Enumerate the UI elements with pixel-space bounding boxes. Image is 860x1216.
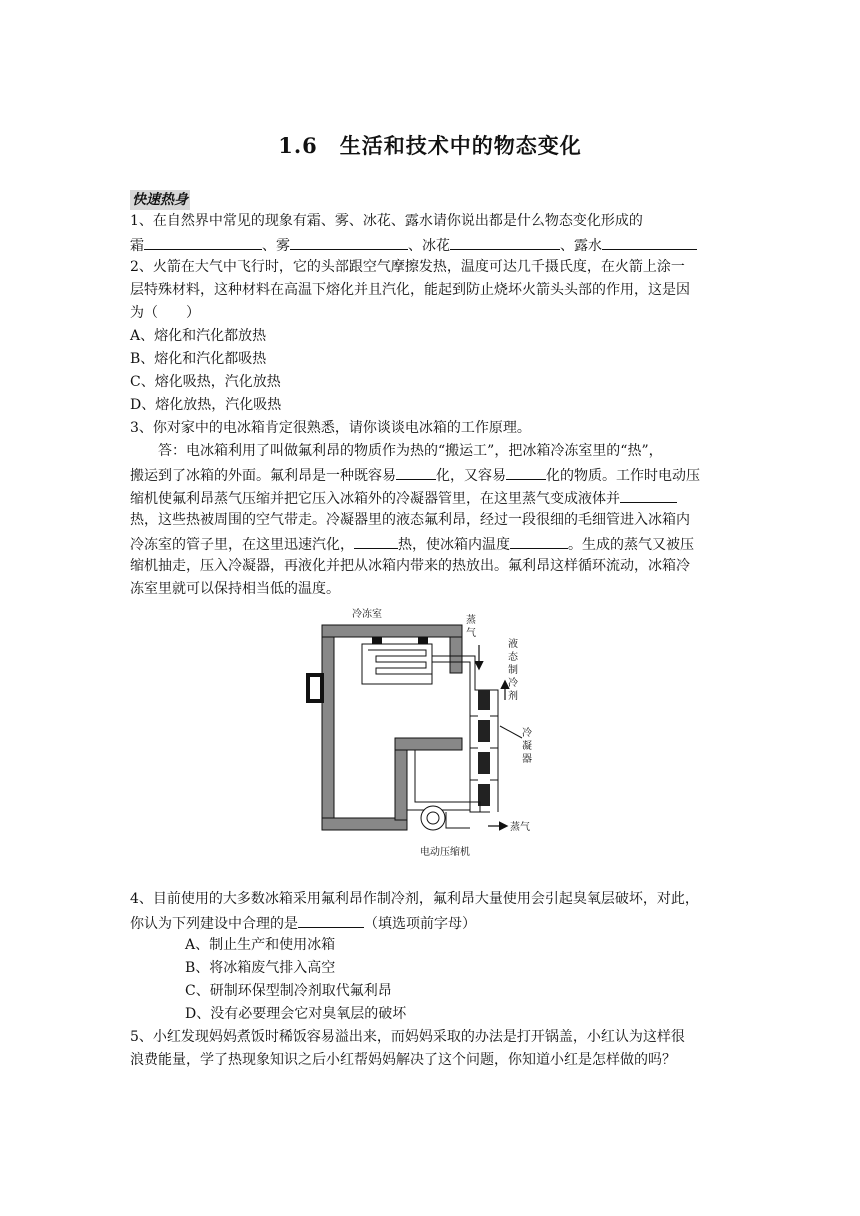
- q4-option-d: D、没有必要理会它对臭氧层的破坏: [185, 1006, 407, 1022]
- q3-answer-4: 热，这些热被周围的空气带走。冷凝器里的液态氟利昂，经过一段很细的毛细管进入冰箱内: [130, 512, 690, 528]
- label-vapor-bottom: 蒸气: [510, 822, 530, 833]
- q5-line2: 浪费能量，学了热现象知识之后小红帮妈妈解决了这个问题，你知道小红是怎样做的吗？: [130, 1052, 676, 1068]
- condenser: [470, 690, 498, 812]
- blank-fog[interactable]: [290, 234, 408, 250]
- q3-answer-2b: 化，又容易: [436, 468, 506, 484]
- blank-absorb[interactable]: [354, 533, 398, 549]
- label-liquid-1: 液: [508, 639, 518, 650]
- q3-answer-5b: 热，使冰箱内温度: [398, 537, 510, 553]
- fridge-cabinet: [322, 625, 462, 830]
- q2-option-a: A、熔化和汽化都放热: [130, 328, 267, 344]
- q3-answer-5c: 。生成的蒸气又被压: [568, 537, 694, 553]
- return-pipe: [407, 750, 480, 828]
- label-liquid-5: 剂: [508, 691, 518, 702]
- q5-line1: 5、小红发现妈妈煮饭时稀饭容易溢出来，而妈妈采取的办法是打开锅盖，小红认为这样很: [130, 1029, 685, 1045]
- compressor: [421, 806, 445, 830]
- blank-ice-flower[interactable]: [450, 234, 560, 250]
- q3-answer-3-text: 缩机使氟利昂蒸气压缩并把它压入冰箱外的冷凝器管里，在这里蒸气变成液体并: [130, 491, 620, 507]
- q4-option-a: A、制止生产和使用冰箱: [185, 937, 336, 953]
- q1-dew: 、露水: [560, 238, 602, 254]
- blank-frost[interactable]: [144, 234, 262, 250]
- blank-temperature[interactable]: [510, 533, 568, 549]
- q1-line2: [130, 234, 697, 256]
- q1-fog: 、雾: [262, 238, 290, 254]
- q4-line2b: （填选项前字母）: [364, 916, 476, 932]
- q3-answer-2: [130, 464, 700, 486]
- q2-option-d: D、熔化放热，汽化吸热: [130, 397, 282, 413]
- q1-frost: 霜: [130, 238, 144, 254]
- q3-answer-2c: 化的物质。工作时电动压: [546, 468, 700, 484]
- q2-option-c: C、熔化吸热，汽化放热: [130, 374, 281, 390]
- q3-answer-1: 答：电冰箱利用了叫做氟利昂的物质作为热的“搬运工”，把冰箱冷冻室里的“热”，: [130, 443, 663, 459]
- q3-answer-3: [130, 487, 677, 509]
- label-condenser-2: 凝: [522, 741, 532, 752]
- q4-option-b: B、将冰箱废气排入高空: [185, 960, 336, 976]
- q2-line3: 为（ ）: [130, 305, 200, 321]
- section-label: 快速热身: [132, 192, 188, 208]
- label-liquid-3: 制: [508, 665, 518, 676]
- label-liquid-4: 冷: [508, 678, 518, 689]
- blank-vaporize[interactable]: [506, 464, 546, 480]
- q3-answer-6: 缩机抽走，压入冷凝器，再液化并把从冰箱内带来的热放出。氟利昂这样循环流动，冰箱冷: [130, 558, 690, 574]
- q1-ice-flower: 、冰花: [408, 238, 450, 254]
- q2-option-b: B、熔化和汽化都吸热: [130, 351, 267, 367]
- q3-answer-5: [130, 533, 694, 555]
- condenser-leader: [500, 726, 522, 738]
- label-vapor-top-1: 蒸: [466, 615, 476, 626]
- freezer-block-left: [372, 637, 382, 644]
- q4-line2: [130, 912, 476, 934]
- q3-answer-5a: 冷冻室的管子里，在这里迅速汽化，: [130, 537, 354, 553]
- blank-q4-answer[interactable]: [298, 912, 364, 928]
- q1-line1: 1、在自然界中常见的现象有霜、雾、冰花、露水请你说出都是什么物态变化形成的: [130, 213, 643, 229]
- label-vapor-top-2: 气: [466, 628, 476, 639]
- label-condenser-1: 冷: [522, 728, 532, 739]
- q4-line2a: 你认为下列建设中合理的是: [130, 916, 298, 932]
- blank-dew[interactable]: [602, 234, 697, 250]
- label-freezer: 冷冻室: [352, 609, 382, 620]
- q4-option-c: C、研制环保型制冷剂取代氟利昂: [185, 983, 392, 999]
- label-compressor: 电动压缩机: [420, 847, 470, 858]
- blank-melt[interactable]: [396, 464, 436, 480]
- page-title: 1.6 生活和技术中的物态变化: [278, 133, 582, 158]
- door-handle: [308, 675, 322, 701]
- q3-line1: 3、你对家中的电冰箱肯定很熟悉，请你谈谈电冰箱的工作原理。: [130, 420, 531, 436]
- q3-answer-7: 冻室里就可以保持相当低的温度。: [130, 581, 340, 597]
- label-liquid-2: 态: [508, 652, 518, 663]
- q3-answer-2a: 搬运到了冰箱的外面。氟利昂是一种既容易: [130, 468, 396, 484]
- label-condenser-3: 器: [522, 754, 532, 765]
- q4-line1: 4、目前使用的大多数冰箱采用氟利昂作制冷剂，氟利昂大量使用会引起臭氧层破坏，对此，: [130, 891, 699, 907]
- evaporator-coil: [362, 644, 498, 790]
- q2-line1: 2、火箭在大气中飞行时，它的头部跟空气摩擦发热，温度可达几千摄氏度，在火箭上涂一: [130, 259, 685, 275]
- freezer-block-right: [418, 637, 428, 644]
- q2-line2: 层特殊材料，这种材料在高温下熔化并且汽化，能起到防止烧坏火箭头头部的作用，这是因: [130, 282, 690, 298]
- blank-release[interactable]: [620, 487, 677, 503]
